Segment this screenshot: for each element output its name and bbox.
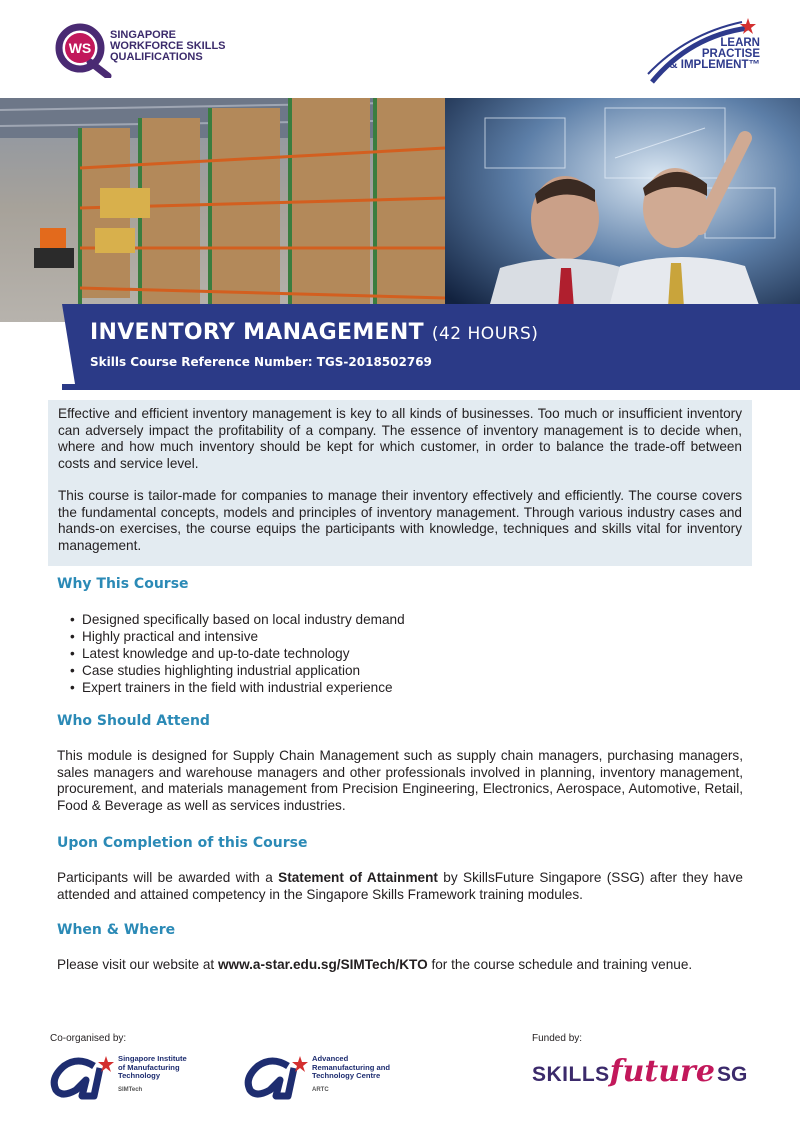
list-item: • Case studies highlighting industrial application xyxy=(70,662,405,679)
when-text-2: for the course schedule and training venue. xyxy=(427,957,693,972)
why-list xyxy=(70,611,405,696)
lpi-line-2: PRACTISE xyxy=(701,48,760,60)
list-item: • Expert trainers in the field with industrial experience xyxy=(70,679,405,696)
artc-abbrev: ARTC xyxy=(312,1086,329,1093)
course-reference-number: Skills Course Reference Number: TGS-2018502769 xyxy=(90,355,432,369)
list-item: • Designed specifically based on local industry demand xyxy=(70,611,405,628)
astar-logo-artc xyxy=(242,1052,312,1100)
intro-paragraph-2: This course is tailor-made for companies to manage their inventory effectively and efficiently. The course covers the fundamental concepts, models and principles of inventory management. Through various industry cases and hands-on exercises, the course equips the participants with knowledge, techniques and skills vital for inventory management. xyxy=(58,488,742,553)
coorganised-label: Co-organised by: xyxy=(50,1033,127,1044)
skillsfuture-sg: SG xyxy=(716,1063,748,1086)
wsq-line-2: WORKFORCE SKILLS xyxy=(110,40,226,52)
completion-paragraph xyxy=(57,870,743,903)
statement-of-attainment: Statement of Attainment xyxy=(278,870,438,885)
lpi-line-1: LEARN xyxy=(720,37,760,49)
list-item: • Latest knowledge and up-to-date technology xyxy=(70,645,405,662)
course-hours: (42 HOURS) xyxy=(431,324,539,344)
wsq-line-3: QUALIFICATIONS xyxy=(110,51,203,63)
warehouse-photo xyxy=(0,98,445,322)
completion-text-2: by SkillsFuture Singapore (SSG) after they have attended and attained competency in the Singapore Skills Framework training modules. xyxy=(57,870,743,902)
business-people-photo xyxy=(445,98,800,322)
course-website-link[interactable]: www.a-star.edu.sg/SIMTech/KTO xyxy=(217,957,428,972)
astar-logo-simtech xyxy=(48,1052,118,1100)
who-heading: Who Should Attend xyxy=(57,713,210,729)
list-item: • Highly practical and intensive xyxy=(70,628,405,645)
funded-label: Funded by: xyxy=(532,1033,583,1044)
artc-line-2: Remanufacturing and xyxy=(312,1062,391,1072)
course-title-text: INVENTORY MANAGEMENT xyxy=(90,320,424,345)
artc-name xyxy=(312,1055,390,1094)
skillsfuture-skills: SKILLS xyxy=(532,1063,610,1086)
course-title xyxy=(90,320,538,345)
title-banner xyxy=(62,304,800,390)
lpi-line-3: & IMPLEMENT™ xyxy=(669,59,760,71)
when-paragraph xyxy=(57,957,747,974)
artc-line-3: Technology Centre xyxy=(312,1071,381,1080)
completion-heading: Upon Completion of this Course xyxy=(57,835,308,851)
intro-box xyxy=(48,400,752,566)
simtech-line-2: of Manufacturing xyxy=(118,1062,180,1072)
why-heading: Why This Course xyxy=(57,576,189,592)
when-text-1: Please visit our website at xyxy=(57,957,218,972)
wsq-line-1: SINGAPORE xyxy=(110,29,177,41)
who-paragraph: This module is designed for Supply Chain Management such as supply chain managers, purchasing managers, sales managers and warehouse managers and other professionals involved in planning, inventory management, procurement, and materials management from Precision Engineering, Electronics, Aerospace, Automotive, Retail, Food & Beverage as well as services industries. xyxy=(57,748,743,813)
wsq-logo-text xyxy=(110,30,226,63)
completion-text-1: Participants will be awarded with a xyxy=(57,870,279,885)
star-icon xyxy=(740,18,756,34)
intro-paragraph-1: Effective and efficient inventory management is key to all kinds of businesses. Too much or insufficient inventory can adversely impact the profitability of a company. The essence of inventory management is to decide when, where and how much inventory should be kept for which customer, in order to balance the trade-off between costs and service level. xyxy=(58,406,742,471)
lpi-logo-text xyxy=(669,38,760,71)
simtech-abbrev: SIMTech xyxy=(118,1086,143,1093)
wsq-abbrev: WS xyxy=(68,40,92,56)
simtech-name xyxy=(118,1055,187,1094)
skillsfuture-logo xyxy=(532,1054,747,1089)
skillsfuture-future: future xyxy=(609,1054,715,1089)
simtech-line-1: Singapore Institute xyxy=(118,1054,187,1063)
artc-line-1: Advanced xyxy=(312,1054,349,1063)
simtech-line-3: Technology xyxy=(118,1071,161,1080)
when-heading: When & Where xyxy=(57,922,176,938)
